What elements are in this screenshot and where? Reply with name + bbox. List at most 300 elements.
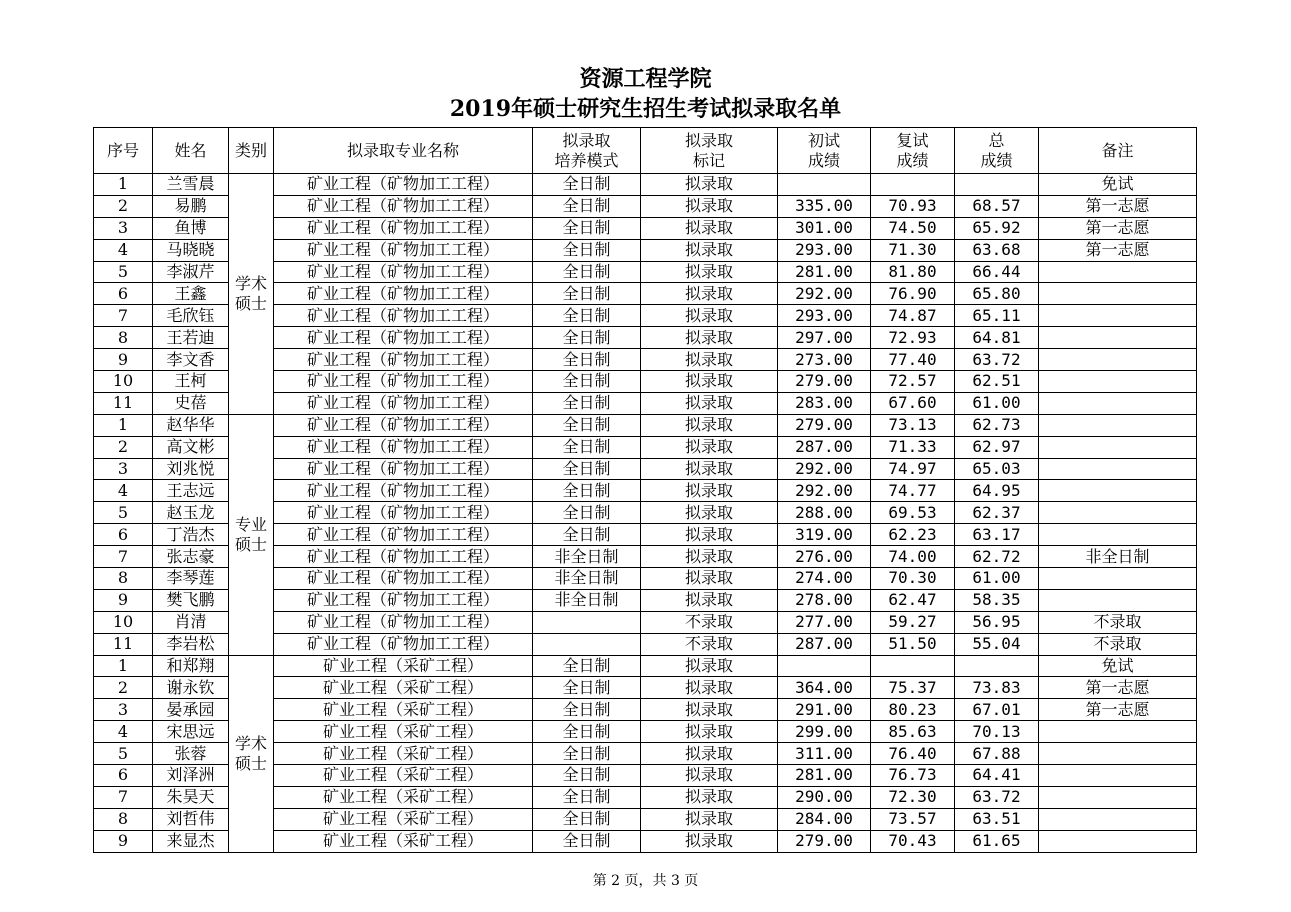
major-name: 矿业工程（采矿工程） bbox=[274, 699, 533, 721]
prelim-score: 301.00 bbox=[778, 217, 871, 239]
training-mode: 全日制 bbox=[533, 349, 641, 371]
row-index: 3 bbox=[94, 699, 153, 721]
row-index: 9 bbox=[94, 830, 153, 852]
prelim-score: 364.00 bbox=[778, 677, 871, 699]
retest-score: 74.97 bbox=[871, 458, 955, 480]
retest-score: 67.60 bbox=[871, 392, 955, 414]
training-mode: 全日制 bbox=[533, 765, 641, 787]
prelim-score bbox=[778, 655, 871, 677]
student-name: 朱昊天 bbox=[153, 786, 229, 808]
prelim-score: 284.00 bbox=[778, 808, 871, 830]
major-name: 矿业工程（矿物加工工程） bbox=[274, 589, 533, 611]
remark bbox=[1039, 392, 1197, 414]
student-name: 马晓晓 bbox=[153, 239, 229, 261]
admission-mark: 拟录取 bbox=[641, 217, 778, 239]
training-mode: 全日制 bbox=[533, 458, 641, 480]
row-index: 3 bbox=[94, 217, 153, 239]
major-name: 矿业工程（矿物加工工程） bbox=[274, 392, 533, 414]
total-score: 65.03 bbox=[955, 458, 1039, 480]
prelim-score: 273.00 bbox=[778, 349, 871, 371]
admission-mark: 拟录取 bbox=[641, 371, 778, 393]
training-mode: 全日制 bbox=[533, 524, 641, 546]
major-name: 矿业工程（采矿工程） bbox=[274, 830, 533, 852]
training-mode: 全日制 bbox=[533, 480, 641, 502]
retest-score: 72.57 bbox=[871, 371, 955, 393]
admission-mark: 拟录取 bbox=[641, 786, 778, 808]
prelim-score: 278.00 bbox=[778, 589, 871, 611]
total-score: 65.80 bbox=[955, 283, 1039, 305]
retest-score: 71.33 bbox=[871, 436, 955, 458]
row-index: 6 bbox=[94, 524, 153, 546]
total-score: 65.92 bbox=[955, 217, 1039, 239]
admission-mark: 拟录取 bbox=[641, 502, 778, 524]
remark bbox=[1039, 261, 1197, 283]
retest-score: 70.43 bbox=[871, 830, 955, 852]
row-index: 2 bbox=[94, 436, 153, 458]
prelim-score: 279.00 bbox=[778, 414, 871, 436]
admission-mark: 拟录取 bbox=[641, 283, 778, 305]
retest-score: 75.37 bbox=[871, 677, 955, 699]
prelim-score: 281.00 bbox=[778, 765, 871, 787]
remark: 不录取 bbox=[1039, 633, 1197, 655]
student-name: 李岩松 bbox=[153, 633, 229, 655]
retest-score: 73.13 bbox=[871, 414, 955, 436]
total-score: 61.65 bbox=[955, 830, 1039, 852]
total-score: 63.72 bbox=[955, 786, 1039, 808]
training-mode: 全日制 bbox=[533, 261, 641, 283]
total-score: 58.35 bbox=[955, 589, 1039, 611]
student-name: 樊飞鹏 bbox=[153, 589, 229, 611]
row-index: 11 bbox=[94, 392, 153, 414]
prelim-score: 287.00 bbox=[778, 436, 871, 458]
student-name: 刘泽洲 bbox=[153, 765, 229, 787]
training-mode: 全日制 bbox=[533, 830, 641, 852]
remark bbox=[1039, 327, 1197, 349]
total-score: 64.81 bbox=[955, 327, 1039, 349]
major-name: 矿业工程（采矿工程） bbox=[274, 655, 533, 677]
major-name: 矿业工程（采矿工程） bbox=[274, 786, 533, 808]
student-name: 赵华华 bbox=[153, 414, 229, 436]
training-mode: 全日制 bbox=[533, 677, 641, 699]
student-name: 易鹏 bbox=[153, 195, 229, 217]
header-prelim-score: 初试 成绩 bbox=[778, 128, 871, 174]
retest-score bbox=[871, 174, 955, 196]
row-index: 3 bbox=[94, 458, 153, 480]
training-mode: 全日制 bbox=[533, 195, 641, 217]
retest-score: 70.30 bbox=[871, 568, 955, 590]
admission-mark: 拟录取 bbox=[641, 392, 778, 414]
table-row bbox=[94, 414, 1197, 436]
retest-score: 51.50 bbox=[871, 633, 955, 655]
student-name: 张志豪 bbox=[153, 546, 229, 568]
header-index: 序号 bbox=[94, 128, 153, 174]
remark: 第一志愿 bbox=[1039, 217, 1197, 239]
prelim-score: 297.00 bbox=[778, 327, 871, 349]
prelim-score: 335.00 bbox=[778, 195, 871, 217]
admission-mark: 拟录取 bbox=[641, 524, 778, 546]
row-index: 5 bbox=[94, 743, 153, 765]
remark bbox=[1039, 589, 1197, 611]
prelim-score: 279.00 bbox=[778, 371, 871, 393]
prelim-score: 288.00 bbox=[778, 502, 871, 524]
admission-mark: 拟录取 bbox=[641, 195, 778, 217]
header-mode: 拟录取 培养模式 bbox=[533, 128, 641, 174]
admission-table bbox=[93, 127, 1197, 853]
total-score: 55.04 bbox=[955, 633, 1039, 655]
admission-mark: 拟录取 bbox=[641, 436, 778, 458]
admission-mark: 拟录取 bbox=[641, 174, 778, 196]
student-name: 张蓉 bbox=[153, 743, 229, 765]
admission-mark: 不录取 bbox=[641, 611, 778, 633]
training-mode: 全日制 bbox=[533, 786, 641, 808]
row-index: 5 bbox=[94, 502, 153, 524]
retest-score: 59.27 bbox=[871, 611, 955, 633]
total-score: 61.00 bbox=[955, 568, 1039, 590]
student-name: 王志远 bbox=[153, 480, 229, 502]
prelim-score: 319.00 bbox=[778, 524, 871, 546]
training-mode: 全日制 bbox=[533, 392, 641, 414]
header-retest-score: 复试 成绩 bbox=[871, 128, 955, 174]
total-score: 64.41 bbox=[955, 765, 1039, 787]
header-name: 姓名 bbox=[153, 128, 229, 174]
header-major: 拟录取专业名称 bbox=[274, 128, 533, 174]
remark bbox=[1039, 830, 1197, 852]
admission-mark: 拟录取 bbox=[641, 568, 778, 590]
retest-score: 62.23 bbox=[871, 524, 955, 546]
admission-mark: 拟录取 bbox=[641, 480, 778, 502]
major-name: 矿业工程（矿物加工工程） bbox=[274, 305, 533, 327]
training-mode: 全日制 bbox=[533, 721, 641, 743]
total-score: 67.01 bbox=[955, 699, 1039, 721]
prelim-score: 292.00 bbox=[778, 458, 871, 480]
training-mode: 全日制 bbox=[533, 502, 641, 524]
total-score: 67.88 bbox=[955, 743, 1039, 765]
major-name: 矿业工程（矿物加工工程） bbox=[274, 261, 533, 283]
retest-score bbox=[871, 655, 955, 677]
table-row bbox=[94, 174, 1197, 196]
major-name: 矿业工程（矿物加工工程） bbox=[274, 546, 533, 568]
major-name: 矿业工程（矿物加工工程） bbox=[274, 436, 533, 458]
training-mode: 全日制 bbox=[533, 217, 641, 239]
prelim-score: 293.00 bbox=[778, 305, 871, 327]
retest-score: 69.53 bbox=[871, 502, 955, 524]
admission-mark: 拟录取 bbox=[641, 305, 778, 327]
total-score: 63.17 bbox=[955, 524, 1039, 546]
remark: 不录取 bbox=[1039, 611, 1197, 633]
major-name: 矿业工程（矿物加工工程） bbox=[274, 414, 533, 436]
row-index: 8 bbox=[94, 327, 153, 349]
student-name: 谢永钦 bbox=[153, 677, 229, 699]
row-index: 2 bbox=[94, 677, 153, 699]
total-score: 62.72 bbox=[955, 546, 1039, 568]
total-score: 62.37 bbox=[955, 502, 1039, 524]
remark bbox=[1039, 786, 1197, 808]
retest-score: 76.73 bbox=[871, 765, 955, 787]
student-name: 宋思远 bbox=[153, 721, 229, 743]
training-mode: 全日制 bbox=[533, 414, 641, 436]
admission-mark: 拟录取 bbox=[641, 743, 778, 765]
remark bbox=[1039, 371, 1197, 393]
remark: 第一志愿 bbox=[1039, 677, 1197, 699]
admission-mark: 不录取 bbox=[641, 633, 778, 655]
training-mode: 全日制 bbox=[533, 371, 641, 393]
row-index: 1 bbox=[94, 174, 153, 196]
remark: 非全日制 bbox=[1039, 546, 1197, 568]
remark bbox=[1039, 349, 1197, 371]
prelim-score: 292.00 bbox=[778, 283, 871, 305]
student-name: 兰雪晨 bbox=[153, 174, 229, 196]
retest-score: 74.87 bbox=[871, 305, 955, 327]
row-index: 2 bbox=[94, 195, 153, 217]
student-name: 李淑芹 bbox=[153, 261, 229, 283]
row-index: 4 bbox=[94, 480, 153, 502]
training-mode: 全日制 bbox=[533, 808, 641, 830]
student-name: 刘哲伟 bbox=[153, 808, 229, 830]
major-name: 矿业工程（矿物加工工程） bbox=[274, 349, 533, 371]
prelim-score: 311.00 bbox=[778, 743, 871, 765]
student-name: 李文香 bbox=[153, 349, 229, 371]
training-mode: 全日制 bbox=[533, 174, 641, 196]
row-index: 1 bbox=[94, 655, 153, 677]
page-indicator: 第 2 页，共 3 页 bbox=[592, 873, 699, 889]
admission-mark: 拟录取 bbox=[641, 765, 778, 787]
retest-score: 74.50 bbox=[871, 217, 955, 239]
admission-mark: 拟录取 bbox=[641, 721, 778, 743]
major-name: 矿业工程（采矿工程） bbox=[274, 721, 533, 743]
major-name: 矿业工程（矿物加工工程） bbox=[274, 480, 533, 502]
row-index: 4 bbox=[94, 721, 153, 743]
remark bbox=[1039, 283, 1197, 305]
row-index: 10 bbox=[94, 611, 153, 633]
retest-score: 76.40 bbox=[871, 743, 955, 765]
prelim-score: 283.00 bbox=[778, 392, 871, 414]
student-name: 毛欣钰 bbox=[153, 305, 229, 327]
row-index: 9 bbox=[94, 589, 153, 611]
row-index: 4 bbox=[94, 239, 153, 261]
total-score: 63.72 bbox=[955, 349, 1039, 371]
category-cell: 学术 硕士 bbox=[229, 655, 274, 852]
training-mode: 全日制 bbox=[533, 327, 641, 349]
total-score: 62.51 bbox=[955, 371, 1039, 393]
training-mode: 全日制 bbox=[533, 283, 641, 305]
retest-score: 81.80 bbox=[871, 261, 955, 283]
admission-mark: 拟录取 bbox=[641, 349, 778, 371]
row-index: 7 bbox=[94, 305, 153, 327]
total-score: 61.00 bbox=[955, 392, 1039, 414]
header-row bbox=[94, 128, 1197, 174]
row-index: 5 bbox=[94, 261, 153, 283]
major-name: 矿业工程（矿物加工工程） bbox=[274, 195, 533, 217]
prelim-score: 299.00 bbox=[778, 721, 871, 743]
row-index: 7 bbox=[94, 786, 153, 808]
training-mode: 全日制 bbox=[533, 699, 641, 721]
major-name: 矿业工程（采矿工程） bbox=[274, 808, 533, 830]
total-score: 65.11 bbox=[955, 305, 1039, 327]
category-cell: 专业 硕士 bbox=[229, 414, 274, 655]
prelim-score: 293.00 bbox=[778, 239, 871, 261]
row-index: 11 bbox=[94, 633, 153, 655]
prelim-score: 281.00 bbox=[778, 261, 871, 283]
row-index: 6 bbox=[94, 765, 153, 787]
remark: 第一志愿 bbox=[1039, 699, 1197, 721]
prelim-score: 276.00 bbox=[778, 546, 871, 568]
student-name: 晏承园 bbox=[153, 699, 229, 721]
remark: 免试 bbox=[1039, 655, 1197, 677]
prelim-score bbox=[778, 174, 871, 196]
prelim-score: 291.00 bbox=[778, 699, 871, 721]
retest-score: 80.23 bbox=[871, 699, 955, 721]
remark bbox=[1039, 743, 1197, 765]
row-index: 1 bbox=[94, 414, 153, 436]
admission-mark: 拟录取 bbox=[641, 239, 778, 261]
table-body bbox=[94, 174, 1197, 853]
student-name: 王柯 bbox=[153, 371, 229, 393]
student-name: 王若迪 bbox=[153, 327, 229, 349]
major-name: 矿业工程（矿物加工工程） bbox=[274, 633, 533, 655]
remark bbox=[1039, 436, 1197, 458]
student-name: 和郑翔 bbox=[153, 655, 229, 677]
training-mode: 非全日制 bbox=[533, 568, 641, 590]
total-score bbox=[955, 174, 1039, 196]
student-name: 刘兆悦 bbox=[153, 458, 229, 480]
row-index: 8 bbox=[94, 568, 153, 590]
major-name: 矿业工程（矿物加工工程） bbox=[274, 174, 533, 196]
admission-mark: 拟录取 bbox=[641, 830, 778, 852]
prelim-score: 292.00 bbox=[778, 480, 871, 502]
admission-mark: 拟录取 bbox=[641, 677, 778, 699]
student-name: 高文彬 bbox=[153, 436, 229, 458]
total-score: 73.83 bbox=[955, 677, 1039, 699]
training-mode: 非全日制 bbox=[533, 546, 641, 568]
remark bbox=[1039, 480, 1197, 502]
header-total-score: 总 成绩 bbox=[955, 128, 1039, 174]
retest-score: 76.90 bbox=[871, 283, 955, 305]
retest-score: 71.30 bbox=[871, 239, 955, 261]
document-subtitle: 2019年硕士研究生招生考试拟录取名单 bbox=[449, 96, 842, 122]
admission-mark: 拟录取 bbox=[641, 699, 778, 721]
training-mode: 全日制 bbox=[533, 239, 641, 261]
major-name: 矿业工程（矿物加工工程） bbox=[274, 502, 533, 524]
prelim-score: 279.00 bbox=[778, 830, 871, 852]
admission-mark: 拟录取 bbox=[641, 589, 778, 611]
major-name: 矿业工程（采矿工程） bbox=[274, 677, 533, 699]
admission-mark: 拟录取 bbox=[641, 327, 778, 349]
header-mark: 拟录取 标记 bbox=[641, 128, 778, 174]
total-score: 63.51 bbox=[955, 808, 1039, 830]
remark bbox=[1039, 765, 1197, 787]
remark bbox=[1039, 305, 1197, 327]
major-name: 矿业工程（矿物加工工程） bbox=[274, 283, 533, 305]
remark bbox=[1039, 414, 1197, 436]
student-name: 来显杰 bbox=[153, 830, 229, 852]
training-mode: 非全日制 bbox=[533, 589, 641, 611]
retest-score: 72.30 bbox=[871, 786, 955, 808]
admission-mark: 拟录取 bbox=[641, 414, 778, 436]
retest-score: 70.93 bbox=[871, 195, 955, 217]
major-name: 矿业工程（采矿工程） bbox=[274, 765, 533, 787]
total-score: 63.68 bbox=[955, 239, 1039, 261]
admission-mark: 拟录取 bbox=[641, 546, 778, 568]
training-mode bbox=[533, 611, 641, 633]
major-name: 矿业工程（矿物加工工程） bbox=[274, 327, 533, 349]
prelim-score: 277.00 bbox=[778, 611, 871, 633]
prelim-score: 290.00 bbox=[778, 786, 871, 808]
retest-score: 85.63 bbox=[871, 721, 955, 743]
remark: 免试 bbox=[1039, 174, 1197, 196]
major-name: 矿业工程（矿物加工工程） bbox=[274, 611, 533, 633]
training-mode: 全日制 bbox=[533, 655, 641, 677]
training-mode: 全日制 bbox=[533, 743, 641, 765]
remark bbox=[1039, 808, 1197, 830]
remark bbox=[1039, 568, 1197, 590]
total-score: 62.73 bbox=[955, 414, 1039, 436]
admission-mark: 拟录取 bbox=[641, 458, 778, 480]
training-mode bbox=[533, 633, 641, 655]
remark bbox=[1039, 524, 1197, 546]
admission-mark: 拟录取 bbox=[641, 261, 778, 283]
prelim-score: 287.00 bbox=[778, 633, 871, 655]
student-name: 鱼博 bbox=[153, 217, 229, 239]
row-index: 8 bbox=[94, 808, 153, 830]
retest-score: 73.57 bbox=[871, 808, 955, 830]
student-name: 肖清 bbox=[153, 611, 229, 633]
row-index: 10 bbox=[94, 371, 153, 393]
major-name: 矿业工程（矿物加工工程） bbox=[274, 217, 533, 239]
major-name: 矿业工程（采矿工程） bbox=[274, 743, 533, 765]
student-name: 史蓓 bbox=[153, 392, 229, 414]
category-cell: 学术 硕士 bbox=[229, 174, 274, 415]
retest-score: 74.00 bbox=[871, 546, 955, 568]
total-score: 68.57 bbox=[955, 195, 1039, 217]
major-name: 矿业工程（矿物加工工程） bbox=[274, 524, 533, 546]
major-name: 矿业工程（矿物加工工程） bbox=[274, 239, 533, 261]
retest-score: 77.40 bbox=[871, 349, 955, 371]
document-title: 资源工程学院 bbox=[579, 66, 712, 92]
total-score: 70.13 bbox=[955, 721, 1039, 743]
row-index: 7 bbox=[94, 546, 153, 568]
major-name: 矿业工程（矿物加工工程） bbox=[274, 568, 533, 590]
retest-score: 72.93 bbox=[871, 327, 955, 349]
total-score bbox=[955, 655, 1039, 677]
total-score: 66.44 bbox=[955, 261, 1039, 283]
header-category: 类别 bbox=[229, 128, 274, 174]
admission-mark: 拟录取 bbox=[641, 808, 778, 830]
student-name: 王鑫 bbox=[153, 283, 229, 305]
total-score: 56.95 bbox=[955, 611, 1039, 633]
remark: 第一志愿 bbox=[1039, 239, 1197, 261]
remark bbox=[1039, 721, 1197, 743]
student-name: 丁浩杰 bbox=[153, 524, 229, 546]
prelim-score: 274.00 bbox=[778, 568, 871, 590]
remark: 第一志愿 bbox=[1039, 195, 1197, 217]
total-score: 64.95 bbox=[955, 480, 1039, 502]
row-index: 6 bbox=[94, 283, 153, 305]
table-row bbox=[94, 655, 1197, 677]
admission-mark: 拟录取 bbox=[641, 655, 778, 677]
training-mode: 全日制 bbox=[533, 305, 641, 327]
header-remark: 备注 bbox=[1039, 128, 1197, 174]
row-index: 9 bbox=[94, 349, 153, 371]
student-name: 李琴莲 bbox=[153, 568, 229, 590]
major-name: 矿业工程（矿物加工工程） bbox=[274, 458, 533, 480]
major-name: 矿业工程（矿物加工工程） bbox=[274, 371, 533, 393]
remark bbox=[1039, 502, 1197, 524]
retest-score: 74.77 bbox=[871, 480, 955, 502]
retest-score: 62.47 bbox=[871, 589, 955, 611]
total-score: 62.97 bbox=[955, 436, 1039, 458]
training-mode: 全日制 bbox=[533, 436, 641, 458]
student-name: 赵玉龙 bbox=[153, 502, 229, 524]
